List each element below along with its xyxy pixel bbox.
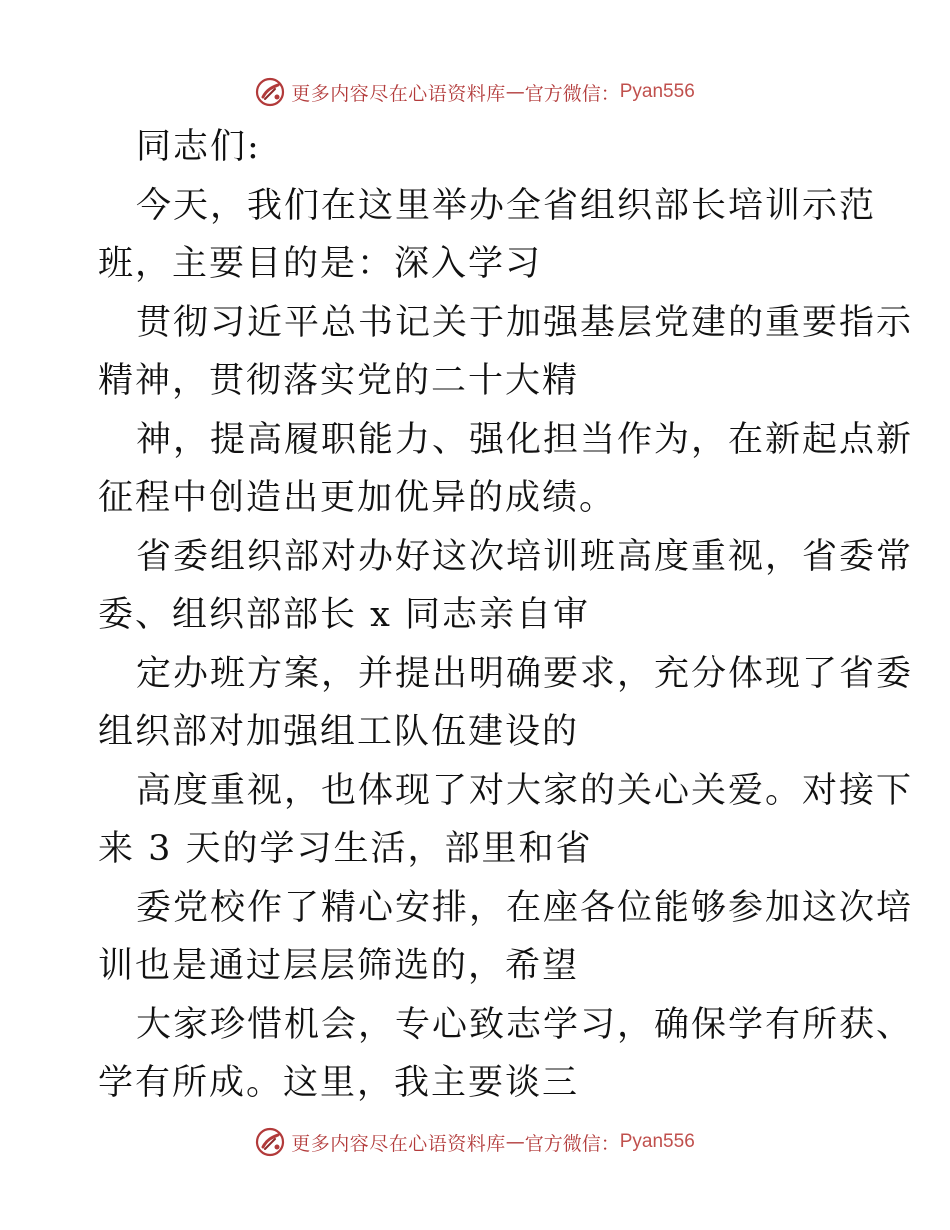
body-line: 征程中创造出更加优异的成绩。 [98, 478, 617, 518]
watermark-subtitle: 官方微信： [524, 1132, 620, 1155]
body-line: 贯彻习近平总书记关于加强基层党建的重要指示 [136, 302, 914, 343]
body-line: 今天，我们在这里举办全省组织部长培训示范 [136, 185, 877, 226]
body-line: 来 3 天的学习生活，部里和省 [98, 829, 593, 869]
body-line: 学有所成。这里，我主要谈三 [98, 1063, 580, 1103]
body-line: 大家珍惜机会，专心致志学习，确保学有所获、 [136, 1004, 914, 1045]
header-watermark [0, 72, 950, 112]
body-line: 组织部对加强组工队伍建设的 [98, 712, 580, 752]
body-line: 定办班方案，并提出明确要求，充分体现了省委 [136, 653, 914, 694]
brand-logo-icon [255, 77, 285, 107]
watermark-subtitle: 官方微信： [524, 82, 620, 105]
body-line: 同志们: [136, 127, 261, 167]
footer-watermark [0, 1122, 950, 1162]
body-line: 神，提高履职能力、强化担当作为，在新起点新 [136, 419, 914, 460]
body-line: 精神，贯彻落实党的二十大精 [98, 361, 580, 401]
watermark-text: 更多内容尽在心语资料库 [291, 1132, 506, 1155]
watermark-id: Pyan556 [619, 81, 695, 102]
body-line: 训也是通过层层筛选的，希望 [98, 946, 580, 986]
brand-logo-icon [255, 1127, 285, 1157]
watermark-separator: — [505, 81, 525, 103]
body-line: 班，主要目的是：深入学习 [98, 244, 543, 284]
body-line: 委党校作了精心安排，在座各位能够参加这次培 [136, 887, 914, 928]
watermark-text: 更多内容尽在心语资料库 [291, 82, 506, 105]
watermark-id: Pyan556 [619, 1131, 695, 1152]
document-body [98, 118, 914, 1113]
body-line: 省委组织部对办好这次培训班高度重视，省委常 [136, 536, 914, 577]
watermark-separator: — [505, 1131, 525, 1153]
body-line: 委、组织部部长 x 同志亲自审 [98, 595, 590, 635]
body-line: 高度重视，也体现了对大家的关心关爱。对接下 [136, 770, 914, 811]
